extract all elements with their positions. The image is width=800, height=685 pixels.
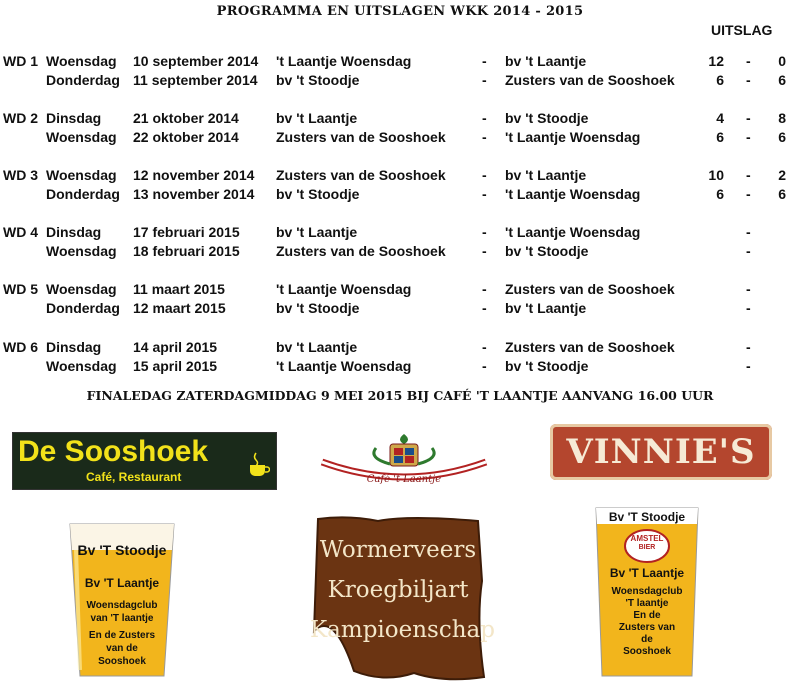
match-away: 't Laantje Woensdag <box>505 129 641 145</box>
glass-right-line: 'T laantje <box>625 598 669 609</box>
match-wd: WD 2 <box>3 110 38 126</box>
match-row <box>0 339 800 358</box>
page-title: PROGRAMMA EN UITSLAGEN WKK 2014 - 2015 <box>216 4 584 19</box>
match-dash: - <box>482 300 487 316</box>
match-away: bv 't Stoodje <box>505 358 589 374</box>
beer-glass-right <box>592 504 702 680</box>
match-date: 13 november 2014 <box>133 186 255 202</box>
uitslag-header: UITSLAG <box>711 22 773 38</box>
laantje-logo <box>318 428 490 490</box>
match-s1: 6 <box>716 186 724 202</box>
match-sd: - <box>746 110 751 126</box>
match-row <box>0 243 800 262</box>
match-sd: - <box>746 224 751 240</box>
match-dash: - <box>482 339 487 355</box>
match-row <box>0 129 800 148</box>
match-s1: 6 <box>716 72 724 88</box>
match-row <box>0 110 800 129</box>
match-sd: - <box>746 281 751 297</box>
glass-right-line: Woensdagclub <box>611 586 683 597</box>
match-away: Zusters van de Sooshoek <box>505 72 675 88</box>
match-date: 11 september 2014 <box>133 72 258 88</box>
match-dash: - <box>482 186 487 202</box>
match-away: 't Laantje Woensdag <box>505 224 641 240</box>
match-away: bv 't Stoodje <box>505 243 589 259</box>
match-s2: 8 <box>778 110 786 126</box>
glass-right-line: Bv 'T Laantje <box>609 566 685 580</box>
glass-left-line: Sooshoek <box>98 656 146 667</box>
match-away: Zusters van de Sooshoek <box>505 281 675 297</box>
match-wd: WD 6 <box>3 339 38 355</box>
match-day: Donderdag <box>46 186 120 202</box>
glass-right-top: Bv 'T Stoodje <box>608 510 686 524</box>
match-wd: WD 1 <box>3 53 38 69</box>
match-date: 10 september 2014 <box>133 53 259 69</box>
match-row <box>0 224 800 243</box>
glass-left-line: Woensdagclub <box>86 600 158 611</box>
match-row <box>0 167 800 186</box>
match-away: bv 't Stoodje <box>505 110 589 126</box>
match-away: 't Laantje Woensdag <box>505 186 641 202</box>
vinnies-logo <box>550 424 772 480</box>
match-s2: 6 <box>778 186 786 202</box>
match-row <box>0 72 800 91</box>
match-away: Zusters van de Sooshoek <box>505 339 675 355</box>
match-date: 12 maart 2015 <box>133 300 226 316</box>
match-home: bv 't Stoodje <box>276 186 360 202</box>
match-date: 15 april 2015 <box>133 358 218 374</box>
sooshoek-logo <box>12 432 277 490</box>
match-sd: - <box>746 358 751 374</box>
match-date: 18 februari 2015 <box>133 243 240 259</box>
match-wd: WD 4 <box>3 224 38 240</box>
match-sd: - <box>746 53 751 69</box>
match-home: bv 't Laantje <box>276 224 358 240</box>
glass-left-line: van 'T laantje <box>90 613 154 624</box>
match-dash: - <box>482 358 487 374</box>
match-dash: - <box>482 53 487 69</box>
match-home: bv 't Laantje <box>276 110 358 126</box>
coffee-cup-icon <box>248 451 270 477</box>
kampioenschap-board <box>310 515 495 683</box>
match-day: Woensdag <box>46 129 117 145</box>
match-s2: 0 <box>778 53 786 69</box>
sooshoek-logo-name: De Sooshoek <box>18 435 209 468</box>
match-dash: - <box>482 72 487 88</box>
match-date: 14 april 2015 <box>133 339 218 355</box>
match-wd: WD 3 <box>3 167 38 183</box>
match-sd: - <box>746 167 751 183</box>
match-away: bv 't Laantje <box>505 300 587 316</box>
vinnies-logo-name: VINNIE'S <box>566 432 756 472</box>
match-sd: - <box>746 243 751 259</box>
sooshoek-logo-subtitle: Café, Restaurant <box>86 470 182 484</box>
match-sd: - <box>746 72 751 88</box>
match-sd: - <box>746 300 751 316</box>
match-s1: 10 <box>708 167 724 183</box>
board-line: Wormerveers <box>319 537 477 563</box>
match-dash: - <box>482 281 487 297</box>
match-day: Dinsdag <box>46 339 102 355</box>
match-day: Dinsdag <box>46 110 102 126</box>
glass-left-line: Bv 'T Stoodje <box>77 542 167 558</box>
glass-right-line: Sooshoek <box>623 646 671 657</box>
match-row <box>0 281 800 300</box>
match-row <box>0 186 800 205</box>
match-s2: 6 <box>778 72 786 88</box>
match-sd: - <box>746 186 751 202</box>
match-s2: 6 <box>778 129 786 145</box>
match-away: bv 't Laantje <box>505 53 587 69</box>
match-day: Woensdag <box>46 243 117 259</box>
match-home: bv 't Laantje <box>276 339 358 355</box>
match-dash: - <box>482 129 487 145</box>
match-home: Zusters van de Sooshoek <box>276 167 446 183</box>
glass-right-line: Zusters van <box>618 622 676 633</box>
match-date: 11 maart 2015 <box>133 281 225 297</box>
match-s1: 4 <box>716 110 724 126</box>
match-day: Woensdag <box>46 358 117 374</box>
match-date: 22 oktober 2014 <box>133 129 239 145</box>
match-s1: 12 <box>708 53 724 69</box>
glass-left-line: van de <box>106 643 138 654</box>
match-row <box>0 300 800 319</box>
glass-right-line: En de <box>633 610 661 621</box>
laantje-logo-label: Café 't Laantje <box>366 474 442 485</box>
match-dash: - <box>482 110 487 126</box>
match-home: bv 't Stoodje <box>276 300 360 316</box>
match-dash: - <box>482 243 487 259</box>
board-line: Kampioenschap <box>310 617 495 643</box>
match-dash: - <box>482 224 487 240</box>
match-home: 't Laantje Woensdag <box>276 281 412 297</box>
match-home: 't Laantje Woensdag <box>276 358 412 374</box>
match-s1: 6 <box>716 129 724 145</box>
match-away: bv 't Laantje <box>505 167 587 183</box>
board-line: Kroegbiljart <box>327 577 469 603</box>
match-date: 17 februari 2015 <box>133 224 240 240</box>
match-day: Donderdag <box>46 72 120 88</box>
glass-left-line: En de Zusters <box>88 630 156 641</box>
glass-right-line: de <box>641 634 653 645</box>
beer-glass-left <box>66 520 178 680</box>
match-day: Woensdag <box>46 53 117 69</box>
match-wd: WD 5 <box>3 281 38 297</box>
finale-notice: FINALEDAG ZATERDAGMIDDAG 9 MEI 2015 BIJ CAFÉ 'T LAANTJE AANVANG 16.00 UUR <box>86 388 714 403</box>
match-sd: - <box>746 129 751 145</box>
amstel-brand: AMSTEL <box>630 534 664 543</box>
match-date: 12 november 2014 <box>133 167 255 183</box>
match-day: Woensdag <box>46 167 117 183</box>
match-s2: 2 <box>778 167 786 183</box>
match-day: Dinsdag <box>46 224 102 240</box>
amstel-brand-sub: BIER <box>638 544 656 551</box>
match-home: Zusters van de Sooshoek <box>276 243 446 259</box>
match-day: Woensdag <box>46 281 117 297</box>
match-dash: - <box>482 167 487 183</box>
match-sd: - <box>746 339 751 355</box>
match-date: 21 oktober 2014 <box>133 110 239 126</box>
match-day: Donderdag <box>46 300 120 316</box>
match-row <box>0 358 800 377</box>
match-home: 't Laantje Woensdag <box>276 53 412 69</box>
match-home: bv 't Stoodje <box>276 72 360 88</box>
glass-left-line: Bv 'T Laantje <box>84 576 160 590</box>
match-row <box>0 53 800 72</box>
match-home: Zusters van de Sooshoek <box>276 129 446 145</box>
